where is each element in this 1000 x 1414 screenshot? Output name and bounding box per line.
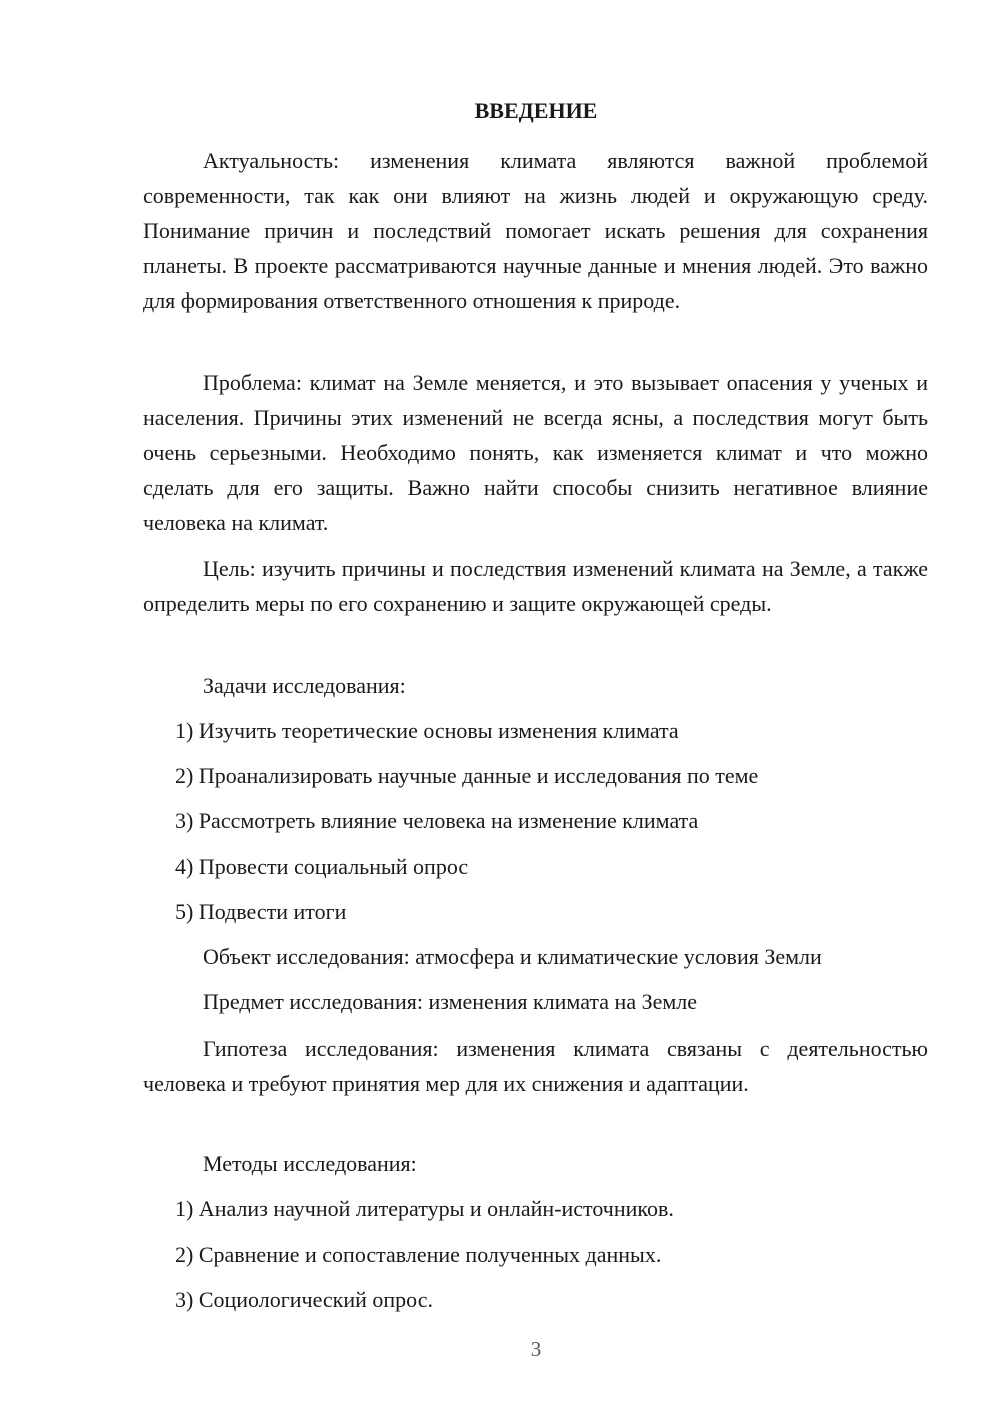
method-item: 2) Сравнение и сопоставление полученных данных. bbox=[175, 1242, 662, 1267]
task-item: 3) Рассмотреть влияние человека на изменение климата bbox=[175, 808, 699, 833]
relevance-paragraph: Актуальность: изменения климата являются важной проблемой современности, так как они влияют на жизнь людей и окружающую среду. Понимание причин и последствий помогает искать решения для сохранения планеты. В проекте рассматриваются научные данные и мнения людей. Это важно для формирования ответственного отношения к природе. bbox=[143, 148, 928, 313]
page-number: 3 bbox=[530, 1337, 542, 1361]
tasks-heading: Задачи исследования: bbox=[203, 673, 406, 698]
task-item: 5) Подвести итоги bbox=[175, 899, 347, 924]
task-item: 1) Изучить теоретические основы изменения климата bbox=[175, 718, 679, 743]
research-subject: Предмет исследования: изменения климата на Земле bbox=[203, 989, 698, 1014]
problem-paragraph: Проблема: климат на Земле меняется, и это вызывает опасения у ученых и населения. Причины этих изменений не всегда ясны, а последствия могут быть очень серьезными. Необходимо понять, как изменяется климат и что можно сделать для его защиты. Важно найти способы снизить негативное влияние человека на климат. bbox=[143, 370, 928, 535]
task-item: 2) Проанализировать научные данные и исследования по теме bbox=[175, 763, 759, 788]
hypothesis-paragraph: Гипотеза исследования: изменения климата связаны с деятельностью человека и требуют принятия мер для их снижения и адаптации. bbox=[143, 1036, 928, 1096]
page-title: ВВЕДЕНИЕ bbox=[474, 98, 598, 123]
method-item: 3) Социологический опрос. bbox=[175, 1287, 433, 1312]
task-item: 4) Провести социальный опрос bbox=[175, 854, 469, 879]
methods-heading: Методы исследования: bbox=[203, 1151, 417, 1176]
research-object: Объект исследования: атмосфера и климатические условия Земли bbox=[203, 944, 822, 969]
goal-paragraph: Цель: изучить причины и последствия изменений климата на Земле, а также определить меры по его сохранению и защите окружающей среды. bbox=[143, 556, 928, 616]
method-item: 1) Анализ научной литературы и онлайн-источников. bbox=[175, 1196, 674, 1221]
